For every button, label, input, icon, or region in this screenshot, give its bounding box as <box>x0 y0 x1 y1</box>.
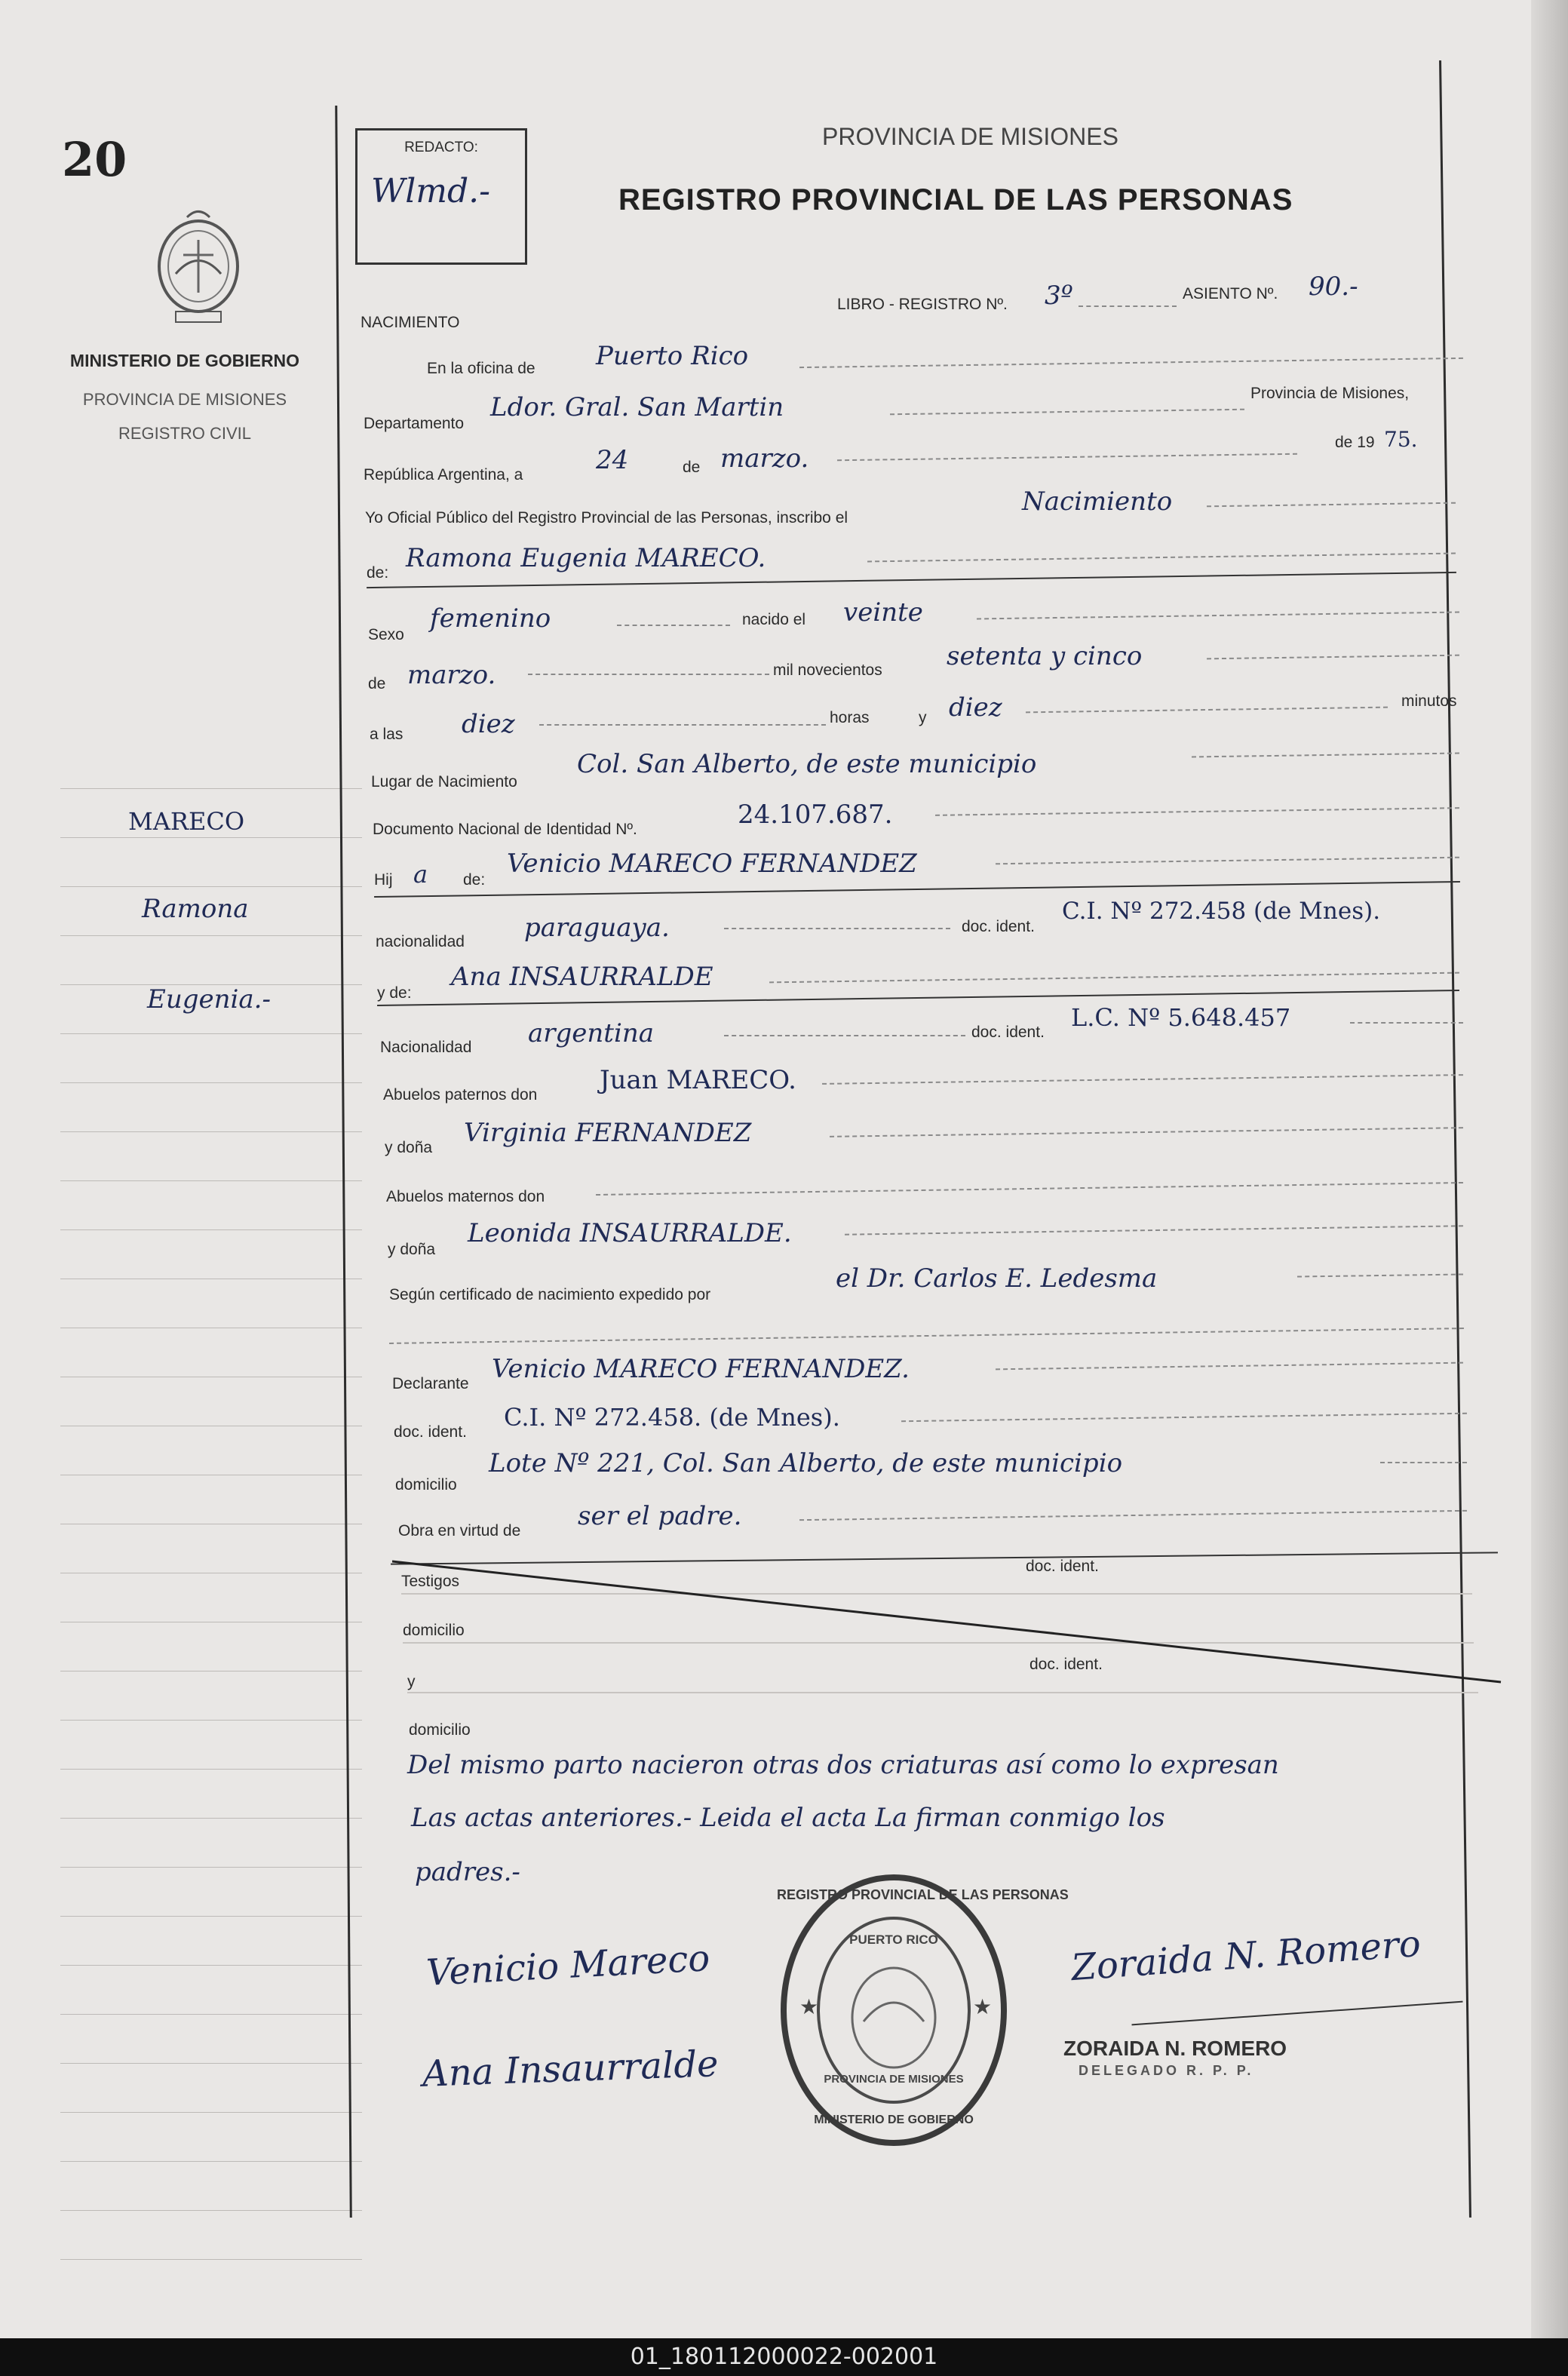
obra-label: Obra en virtud de <box>398 1522 521 1539</box>
abuela-materna-value: Leonida INSAURRALDE. <box>468 1218 792 1248</box>
svg-text:★: ★ <box>973 1995 993 2018</box>
seal-outer-text: REGISTRO PROVINCIAL DE LAS PERSONAS <box>777 1887 1069 1902</box>
de-nombre-label: de: <box>367 564 389 582</box>
nacido-dia-value: veinte <box>843 597 923 628</box>
seal-ministry: MINISTERIO DE GOBIERNO <box>814 2114 974 2126</box>
page-number: 20 <box>62 132 127 187</box>
officer-stamp-title: DELEGADO R. P. P. <box>1079 2063 1254 2078</box>
y-label: y <box>919 709 927 726</box>
province-title: PROVINCIA DE MISIONES <box>822 123 1118 150</box>
anio-value: setenta y cinco <box>947 641 1143 671</box>
lugar-label: Lugar de Nacimiento <box>371 773 517 790</box>
frame-right-line <box>1439 60 1471 2218</box>
abuelos-paternos-label: Abuelos paternos don <box>383 1086 538 1104</box>
de-label: de <box>683 459 701 476</box>
republica-label: República Argentina, a <box>364 466 523 483</box>
padre-value: Venicio MARECO FERNANDEZ <box>507 849 917 879</box>
testigos-label: Testigos <box>401 1573 460 1590</box>
year-value: 75. <box>1384 427 1418 452</box>
certificado-label: Según certificado de nacimiento expedido por <box>389 1286 711 1303</box>
nacido-label: nacido el <box>742 611 806 628</box>
sexo-value: femenino <box>430 603 551 634</box>
margin-first-name: Ramona <box>142 894 249 924</box>
asiento-value: 90.- <box>1309 272 1358 302</box>
de-padre-label: de: <box>463 871 486 889</box>
official-seal <box>777 1871 1069 2150</box>
doc-declarante-value: C.I. Nº 272.458. (de Mnes). <box>504 1403 840 1432</box>
month-value: marzo. <box>720 444 809 474</box>
y-t-label: y <box>407 1673 416 1690</box>
seal-province: PROVINCIA DE MISIONES <box>824 2073 964 2086</box>
day-value: 24 <box>596 445 629 475</box>
madre-value: Ana INSAURRALDE <box>451 962 713 992</box>
mil-label: mil novecientos <box>773 662 882 679</box>
observaciones-line-3: padres.- <box>415 1857 520 1887</box>
redacto-box <box>355 128 527 265</box>
abuelos-maternos-label: Abuelos maternos don <box>386 1188 545 1205</box>
nacionalidad-padre-value: paraguaya. <box>524 913 670 943</box>
oficina-value: Puerto Rico <box>596 341 749 371</box>
domicilio-label: domicilio <box>395 1476 457 1493</box>
margin-second-name: Eugenia.- <box>147 984 271 1015</box>
registry-civil-label: REGISTRO CIVIL <box>118 424 252 443</box>
minutos-label: minutos <box>1401 692 1457 710</box>
obra-value: ser el padre. <box>578 1501 742 1531</box>
libro-label: LIBRO - REGISTRO Nº. <box>837 296 1008 313</box>
doc-testigo-label: doc. ident. <box>1026 1558 1099 1575</box>
horas-label: horas <box>830 709 870 726</box>
nombre-value: Ramona Eugenia MARECO. <box>406 543 766 573</box>
y-de-label: y de: <box>377 984 412 1002</box>
libro-value: 3º <box>1045 281 1073 311</box>
image-caption: 01_180112000022-002001 <box>0 2338 1568 2376</box>
nacionalidad-madre-label: Nacionalidad <box>380 1039 472 1056</box>
minutos-value: diez <box>949 692 1002 723</box>
year-label: de 19 <box>1335 434 1375 451</box>
coat-of-arms-icon <box>142 202 255 334</box>
acto-value: Nacimiento <box>1022 487 1173 517</box>
redacto-initials: Wlmd.- <box>371 172 491 210</box>
y-dona2-label: y doña <box>388 1241 436 1258</box>
sexo-label: Sexo <box>368 626 404 643</box>
section-label: NACIMIENTO <box>361 314 460 331</box>
frame-left-line <box>335 106 352 2218</box>
seal-city: PUERTO RICO <box>849 1932 938 1947</box>
officer-signature: Zoraida N. Romero <box>1069 1922 1422 1990</box>
observaciones-line-1: Del mismo parto nacieron otras dos criaturas así como lo expresan <box>407 1750 1279 1780</box>
doc-madre-value: L.C. Nº 5.648.457 <box>1071 1003 1291 1032</box>
doc-declarante-label: doc. ident. <box>394 1423 467 1441</box>
certificado-value: el Dr. Carlos E. Ledesma <box>836 1263 1158 1294</box>
doc-padre-label: doc. ident. <box>962 918 1035 935</box>
asiento-label: ASIENTO Nº. <box>1183 285 1278 302</box>
witness-strikethrough-line <box>392 1554 1508 1690</box>
hij-label: Hij <box>374 871 393 889</box>
margin-surname: MARECO <box>128 807 245 836</box>
declarante-value: Venicio MARECO FERNANDEZ. <box>492 1354 910 1384</box>
hora-value: diez <box>462 709 515 739</box>
abuela-paterna-value: Virginia FERNANDEZ <box>464 1118 752 1148</box>
ministry-label: MINISTERIO DE GOBIERNO <box>69 351 300 370</box>
nacionalidad-madre-value: argentina <box>528 1018 655 1048</box>
svg-text:★: ★ <box>799 1995 819 2018</box>
father-signature: Venicio Mareco <box>425 1937 711 1994</box>
seal-ring-icon <box>777 1871 1069 2150</box>
dni-label: Documento Nacional de Identidad Nº. <box>373 821 637 838</box>
doc-padre-value: C.I. Nº 272.458 (de Mnes). <box>1062 898 1381 925</box>
lugar-value: Col. San Alberto, de este municipio <box>577 749 1037 779</box>
mes-value: marzo. <box>407 660 496 690</box>
doc-testigo2-label: doc. ident. <box>1029 1656 1103 1673</box>
officer-stamp-name: ZORAIDA N. ROMERO <box>1063 2037 1287 2060</box>
domicilio-value: Lote Nº 221, Col. San Alberto, de este municipio <box>489 1448 1123 1478</box>
oficial-label: Yo Oficial Público del Registro Provincial de las Personas, inscribo el <box>365 509 848 526</box>
doc-madre-label: doc. ident. <box>971 1024 1045 1041</box>
page-edge <box>1531 0 1568 2338</box>
a-las-label: a las <box>370 726 404 743</box>
domicilio-t1-label: domicilio <box>403 1622 465 1639</box>
abuelo-paterno-value: Juan MARECO. <box>600 1065 796 1095</box>
departamento-label: Departamento <box>364 415 465 432</box>
provincia-label: Provincia de Misiones, <box>1250 385 1410 402</box>
province-label: PROVINCIA DE MISIONES <box>82 390 287 409</box>
registry-title: REGISTRO PROVINCIAL DE LAS PERSONAS <box>618 183 1293 216</box>
y-dona-label: y doña <box>385 1139 433 1156</box>
de-mes-label: de <box>368 675 386 692</box>
nacionalidad-padre-label: nacionalidad <box>376 933 465 950</box>
dni-value: 24.107.687. <box>738 800 893 830</box>
observaciones-line-2: Las actas anteriores.- Leida el acta La firman conmigo los <box>411 1803 1165 1833</box>
oficina-label: En la oficina de <box>427 360 535 377</box>
domicilio-t2-label: domicilio <box>409 1721 471 1739</box>
departamento-value: Ldor. Gral. San Martin <box>490 392 784 422</box>
redacto-label: REDACTO: <box>404 140 478 155</box>
hij-suffix: a <box>413 860 428 889</box>
mother-signature: Ana Insaurralde <box>422 2043 720 2095</box>
declarante-label: Declarante <box>392 1375 469 1392</box>
